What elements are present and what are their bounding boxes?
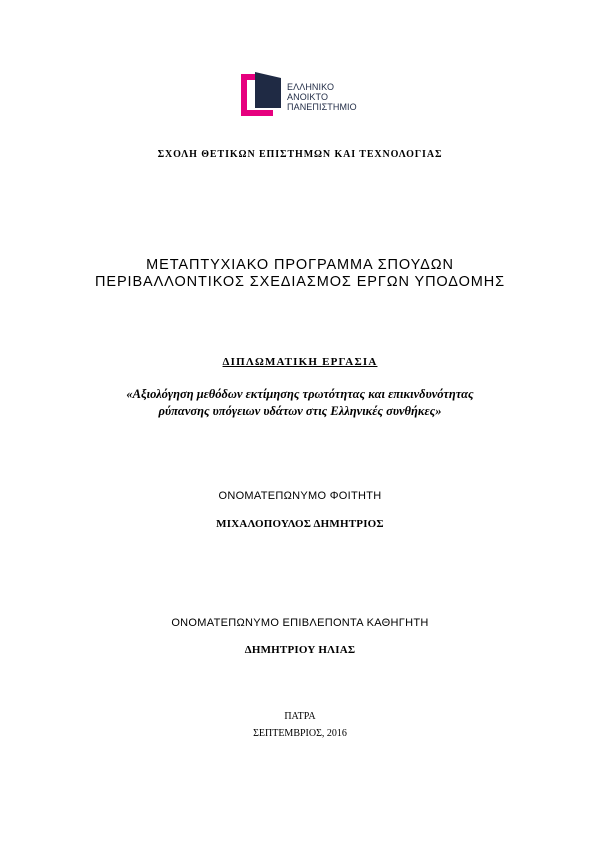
- supervisor-label: ΟΝΟΜΑΤΕΠΩΝΥΜΟ ΕΠΙΒΛΕΠΟΝΤΑ ΚΑΘΗΓΗΤΗ: [171, 617, 429, 629]
- program-line-1: ΜΕΤΑΠΤΥΧΙΑΚΟ ΠΡΟΓΡΑΜΜΑ ΣΠΟΥΔΩΝ: [146, 257, 454, 273]
- logo-line-3: ΠΑΝΕΠΙΣΤΗΜΙΟ: [287, 102, 357, 112]
- logo-mark-icon: [239, 70, 285, 120]
- student-label: ΟΝΟΜΑΤΕΠΩΝΥΜΟ ΦΟΙΤΗΤΗ: [218, 490, 382, 502]
- program-line-2: ΠΕΡΙΒΑΛΛΟΝΤΙΚΟΣ ΣΧΕΔΙΑΣΜΟΣ ΕΡΓΩΝ ΥΠΟΔΟΜΗΣ: [95, 274, 505, 290]
- logo-text: [287, 82, 357, 112]
- university-logo: [239, 70, 363, 120]
- logo-line-2: ΑΝΟΙΚΤΟ: [287, 92, 329, 102]
- student-name: ΜΙΧΑΛΟΠΟΥΛΟΣ ΔΗΜΗΤΡΙΟΣ: [216, 518, 384, 530]
- thesis-title-line-2: ρύπανσης υπόγειων υδάτων στις Ελληνικές συνθήκες»: [158, 404, 442, 418]
- supervisor-name: ΔΗΜΗΤΡΙΟΥ ΗΛΙΑΣ: [244, 644, 356, 656]
- logo-line-1: ΕΛΛΗΝΙΚΟ: [287, 82, 335, 92]
- city: ΠΑΤΡΑ: [284, 711, 316, 722]
- school-heading: ΣΧΟΛΗ ΘΕΤΙΚΩΝ ΕΠΙΣΤΗΜΩΝ ΚΑΙ ΤΕΧΝΟΛΟΓΙΑΣ: [157, 149, 443, 160]
- thesis-title-line-1: «Αξιολόγηση μεθόδων εκτίμησης τρωτότητας και επικινδυνότητας: [126, 387, 474, 401]
- thesis-label: ΔΙΠΛΩΜΑΤΙΚΗ ΕΡΓΑΣΙΑ: [222, 356, 378, 368]
- date: ΣΕΠΤΕΜΒΡΙΟΣ, 2016: [253, 728, 347, 739]
